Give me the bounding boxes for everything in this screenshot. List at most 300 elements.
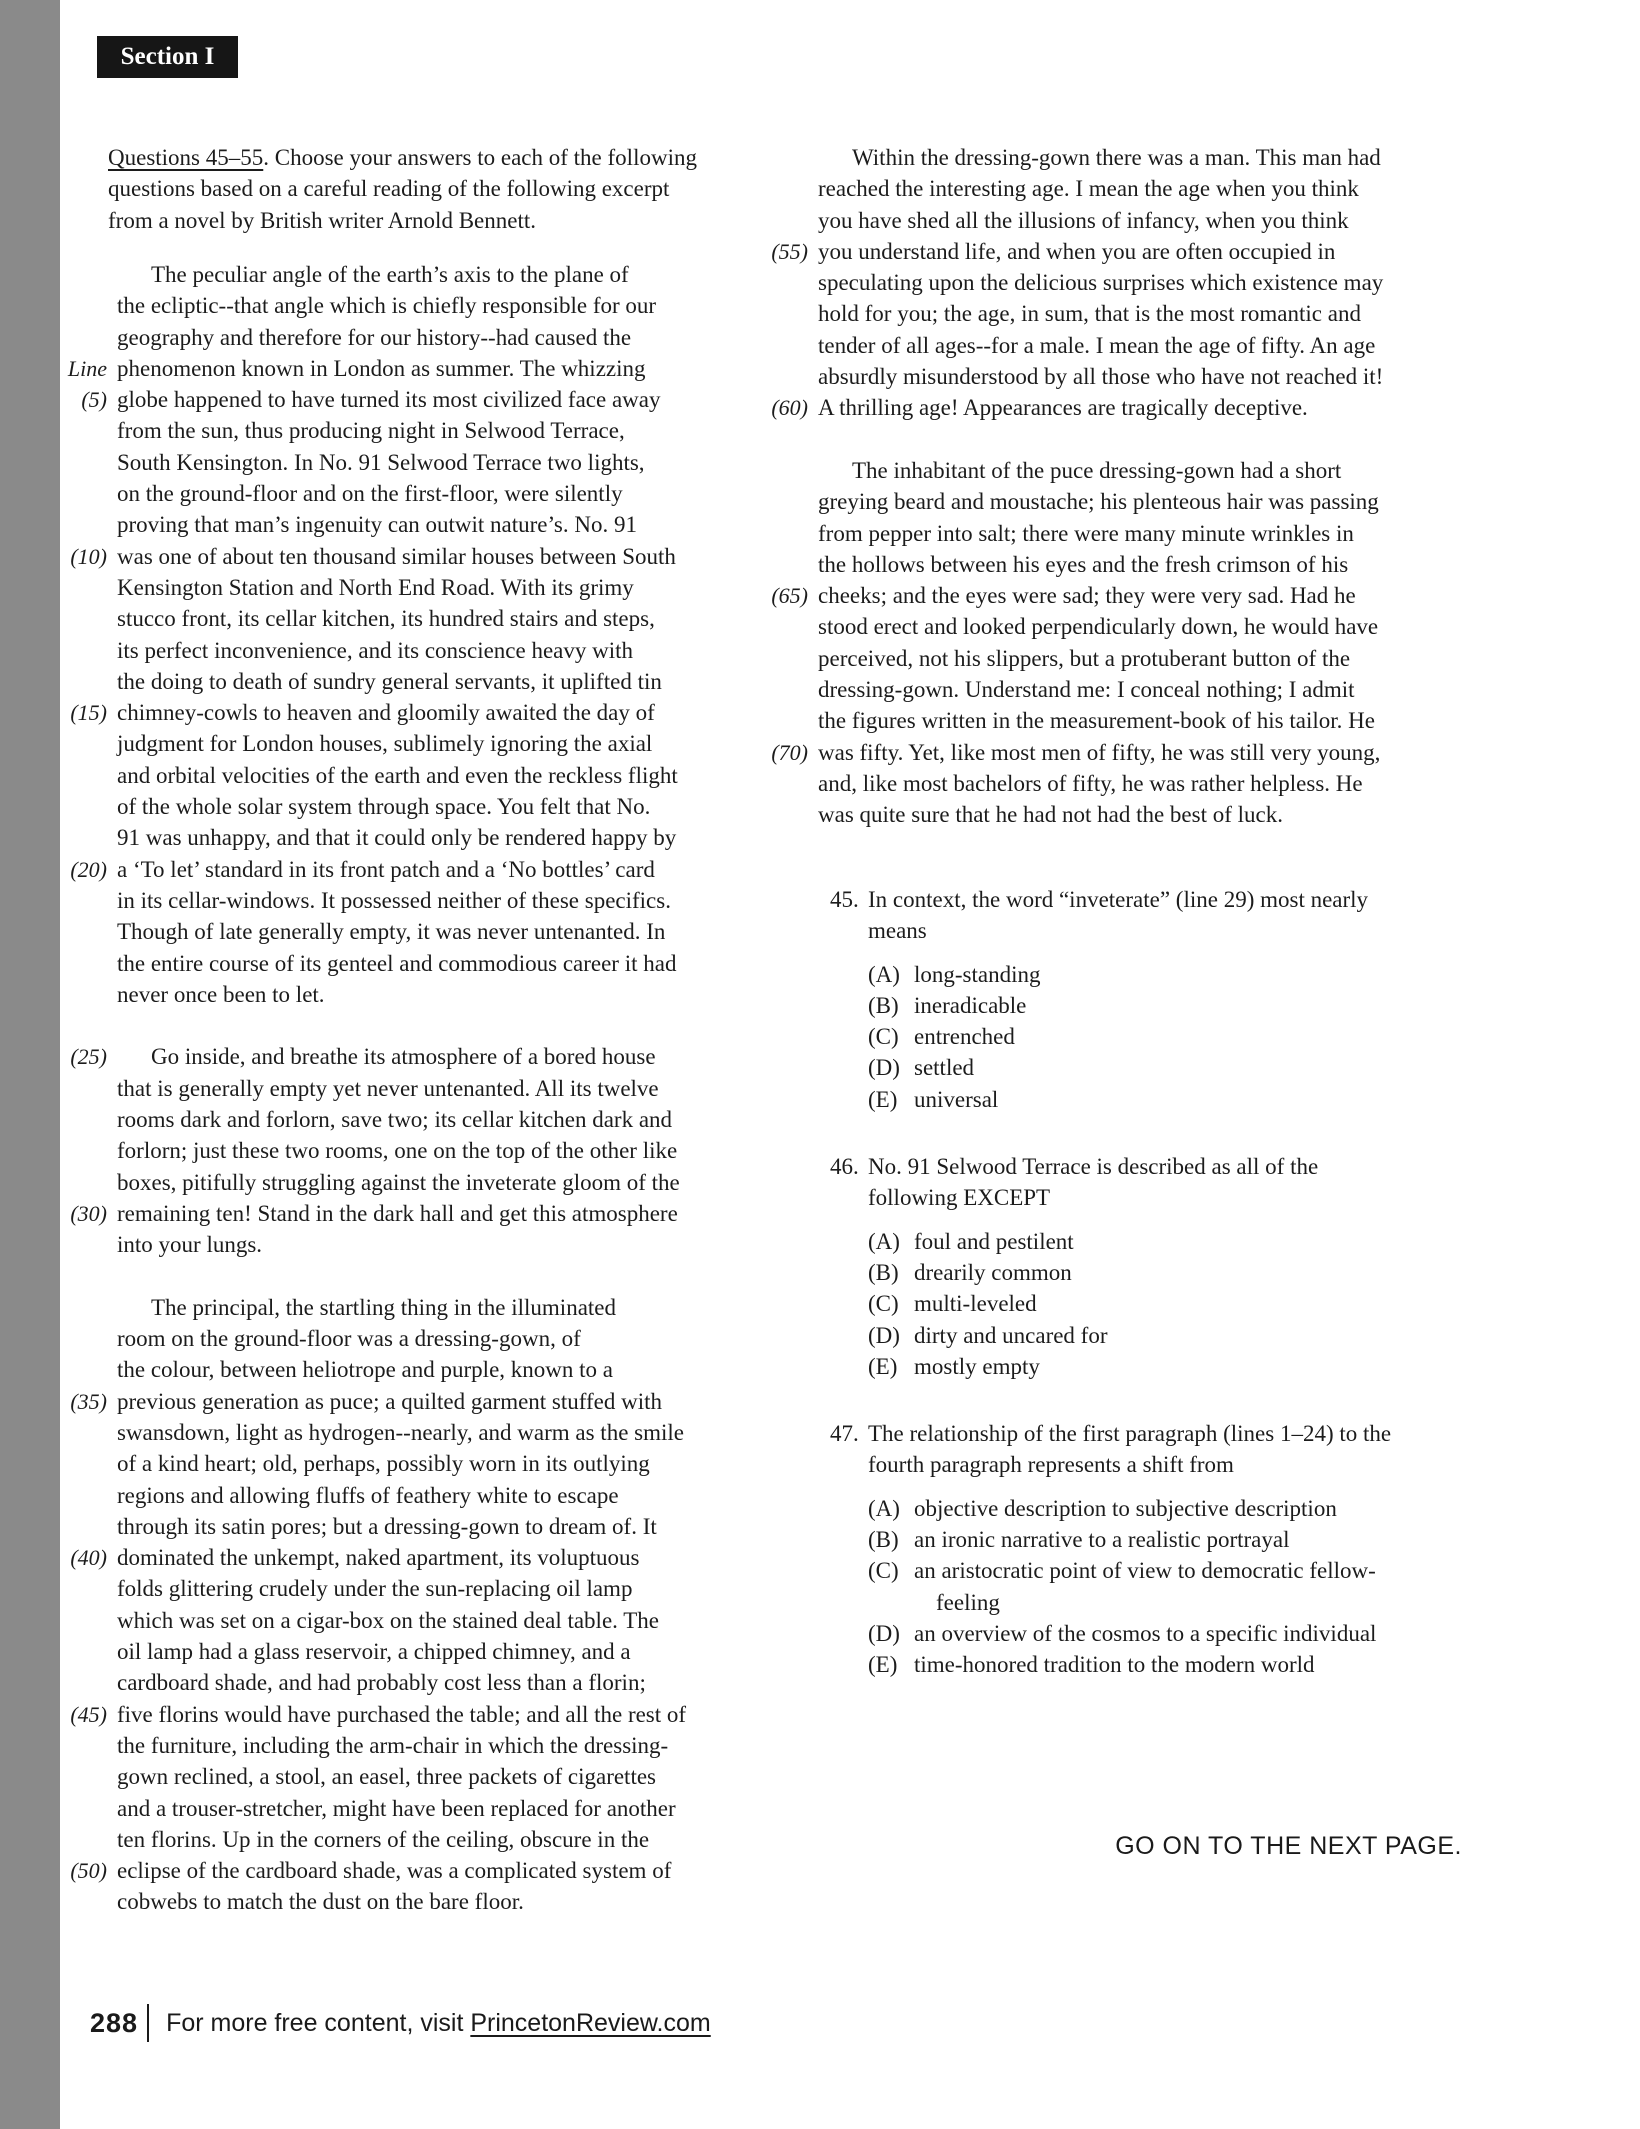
passage-text: you understand life, and when you are often occupied in (818, 238, 1336, 264)
line-number-label (45, 1730, 107, 1761)
line-number-label (746, 643, 808, 674)
passage-text: tender of all ages--for a male. I mean the age of fifty. An age (818, 332, 1376, 358)
passage-line (746, 580, 1383, 611)
passage-line (746, 737, 1383, 768)
option-text-line: entrenched (914, 1024, 1015, 1050)
passage-text: in its cellar-windows. It possessed neither of these specifics. (117, 887, 671, 913)
line-number-label: (70) (771, 739, 808, 765)
passage-text: absurdly misunderstood by all those who have not reached it! (818, 364, 1384, 390)
question (830, 884, 1490, 1115)
question-head (830, 1151, 1490, 1214)
passage-text: oil lamp had a glass reservoir, a chipped chimney, and a (117, 1639, 631, 1665)
passage-line (45, 447, 686, 478)
passage-text: Go inside, and breathe its atmosphere of a bored house (151, 1044, 656, 1070)
line-number-label (746, 611, 808, 642)
passage-paragraph (746, 455, 1383, 831)
passage-line (45, 666, 686, 697)
passage-text: and, like most bachelors of fifty, he was rather helpless. He (818, 770, 1363, 796)
option-letter: (D) (868, 1322, 900, 1348)
question-stem-line: following EXCEPT (868, 1185, 1051, 1211)
passage-text: and orbital velocities of the earth and even the reckless flight (117, 762, 678, 788)
line-number-label (45, 478, 107, 509)
line-number-label (45, 1824, 107, 1855)
passage-text: The peculiar angle of the earth’s axis to the plane of (151, 262, 629, 287)
option-letter: (C) (868, 1024, 899, 1050)
passage-line (45, 948, 686, 979)
answer-option (868, 1288, 1490, 1319)
answer-option (868, 1493, 1490, 1524)
passage-text: cheeks; and the eyes were sad; they were very sad. Had he (818, 583, 1356, 609)
passage-line (45, 1135, 686, 1166)
question-number: 46. (830, 1154, 859, 1180)
passage-text: folds glittering crudely under the sun-replacing oil lamp (117, 1576, 633, 1602)
passage-line (45, 1605, 686, 1636)
line-number-label (45, 1761, 107, 1792)
passage-text: stood erect and looked perpendicularly down, he would have (818, 614, 1379, 640)
question-stem-line: In context, the word “inveterate” (line 29) most nearly (868, 887, 1369, 912)
line-number-label: (65) (771, 583, 808, 609)
option-text (914, 1555, 1376, 1618)
line-number-label (45, 822, 107, 853)
line-number-label (45, 666, 107, 697)
answer-option (868, 1052, 1490, 1083)
option-letter: (E) (868, 1086, 898, 1112)
passage-line (45, 1104, 686, 1135)
passage-text: was fifty. Yet, like most men of fifty, he was still very young, (818, 739, 1381, 765)
passage-text: swansdown, light as hydrogen--nearly, and warm as the smile (117, 1419, 684, 1445)
option-text (914, 1351, 1040, 1382)
passage-line (45, 1386, 686, 1417)
passage-text: hold for you; the age, in sum, that is the most romantic and (818, 301, 1361, 327)
passage-text: remaining ten! Stand in the dark hall and get this atmosphere (117, 1200, 678, 1226)
passage-text: dominated the unkempt, naked apartment, its voluptuous (117, 1545, 640, 1571)
passage-text: chimney-cowls to heaven and gloomily awaited the day of (117, 700, 655, 726)
option-text (914, 1618, 1376, 1649)
passage-text: a ‘To let’ standard in its front patch and a ‘No bottles’ card (117, 856, 655, 882)
answer-option (868, 1084, 1490, 1115)
answer-options (868, 959, 1490, 1115)
instructions-line: Questions 45–55. Choose your answers to each of the following (108, 145, 697, 170)
line-number-label (746, 205, 808, 236)
reading-passage-right-column (746, 142, 1383, 831)
passage-line (746, 298, 1383, 329)
line-number-label (746, 768, 808, 799)
passage-line (45, 1417, 686, 1448)
line-number-label (45, 1886, 107, 1917)
passage-line (45, 1667, 686, 1698)
passage-text: Kensington Station and North End Road. With its grimy (117, 574, 634, 600)
line-number-label (45, 322, 107, 353)
line-number-label (45, 1511, 107, 1542)
line-number-label (45, 728, 107, 759)
line-number-label (45, 760, 107, 791)
passage-text: which was set on a cigar-box on the stained deal table. The (117, 1607, 659, 1633)
passage-line (45, 1511, 686, 1542)
line-number-label (746, 455, 808, 486)
line-number-label (45, 1292, 107, 1323)
option-text-line: an ironic narrative to a realistic portrayal (914, 1527, 1290, 1553)
passage-line (746, 768, 1383, 799)
option-text (914, 1257, 1072, 1288)
passage-line (45, 916, 686, 947)
line-number-label (45, 1605, 107, 1636)
option-text-line: dirty and uncared for (914, 1322, 1108, 1348)
passage-text: was one of about ten thousand similar houses between South (117, 543, 676, 569)
questions-list (830, 884, 1490, 1717)
passage-line (45, 854, 686, 885)
line-number-label: (40) (70, 1545, 107, 1571)
section-label-box (97, 36, 238, 78)
passage-line (746, 330, 1383, 361)
line-number-label (746, 173, 808, 204)
option-letter: (E) (868, 1652, 898, 1678)
option-text-line: an overview of the cosmos to a specific individual (914, 1620, 1377, 1646)
passage-text: that is generally empty yet never untenanted. All its twelve (117, 1075, 659, 1101)
passage-line (45, 1323, 686, 1354)
option-text-line: objective description to subjective description (914, 1495, 1337, 1521)
line-number-label (45, 885, 107, 916)
question-number: 45. (830, 887, 859, 912)
passage-line (45, 541, 686, 572)
option-text-line: mostly empty (914, 1353, 1040, 1379)
passage-text: the colour, between heliotrope and purple, known to a (117, 1357, 613, 1383)
answer-option (868, 990, 1490, 1021)
line-number-label: (35) (70, 1388, 107, 1414)
footer-link: PrincetonReview.com (470, 2008, 711, 2037)
option-text (914, 990, 1026, 1021)
passage-line (45, 760, 686, 791)
question-head (830, 884, 1490, 947)
passage-text: the hollows between his eyes and the fresh crimson of his (818, 551, 1349, 577)
line-number-label (45, 1480, 107, 1511)
answer-options (868, 1226, 1490, 1382)
question-range-label: Questions 45–55 (108, 145, 264, 170)
option-text (914, 1084, 998, 1115)
passage-text: and a trouser-stretcher, might have been replaced for another (117, 1795, 676, 1821)
question-stem (868, 1151, 1318, 1214)
passage-line (746, 173, 1383, 204)
line-number-label (45, 916, 107, 947)
passage-text: Though of late generally empty, it was never untenanted. In (117, 919, 666, 945)
line-number-label: (25) (70, 1044, 107, 1070)
passage-line (45, 791, 686, 822)
line-number-label (45, 635, 107, 666)
question (830, 1151, 1490, 1382)
passage-line (45, 290, 686, 321)
passage-paragraph (45, 1292, 686, 1918)
option-letter: (A) (868, 1495, 900, 1521)
passage-line (45, 979, 686, 1010)
line-number-label (746, 486, 808, 517)
passage-text: The principal, the startling thing in the illuminated (151, 1294, 617, 1320)
passage-line (45, 1480, 686, 1511)
instructions (108, 142, 697, 236)
passage-text: regions and allowing fluffs of feathery white to escape (117, 1482, 619, 1508)
line-number-label (45, 415, 107, 446)
passage-line (45, 1229, 686, 1260)
passage-text: 91 was unhappy, and that it could only be rendered happy by (117, 825, 677, 851)
passage-line (45, 1542, 686, 1573)
passage-line (45, 1824, 686, 1855)
option-text-line: drearily common (914, 1259, 1072, 1285)
passage-text: five florins would have purchased the table; and all the rest of (117, 1701, 687, 1727)
line-number-label (746, 799, 808, 830)
passage-line (45, 1354, 686, 1385)
option-text-line: settled (914, 1055, 975, 1081)
line-number-label (746, 298, 808, 329)
option-text-line: multi-leveled (914, 1291, 1037, 1317)
passage-line (45, 1855, 686, 1886)
passage-text: geography and therefore for our history--had caused the (117, 324, 632, 350)
answer-option (868, 1555, 1490, 1618)
passage-text: room on the ground-floor was a dressing-gown, of (117, 1326, 581, 1352)
passage-line (45, 1041, 686, 1072)
option-text (914, 1320, 1108, 1351)
passage-text: A thrilling age! Appearances are tragically deceptive. (818, 395, 1308, 421)
question-stem-line: fourth paragraph represents a shift from (868, 1452, 1234, 1478)
passage-text: ten florins. Up in the corners of the ceiling, obscure in the (117, 1826, 650, 1852)
passage-line (45, 1886, 686, 1917)
passage-line (746, 549, 1383, 580)
passage-line (45, 1292, 686, 1323)
passage-text: the doing to death of sundry general servants, it uplifted tin (117, 668, 662, 694)
passage-text: dressing-gown. Understand me: I conceal nothing; I admit (818, 677, 1355, 703)
passage-text: of the whole solar system through space. You felt that No. (117, 794, 651, 820)
passage-line (45, 635, 686, 666)
option-text-line: an aristocratic point of view to democratic fellow- (914, 1558, 1376, 1584)
passage-line (45, 1448, 686, 1479)
passage-line (45, 697, 686, 728)
passage-text: reached the interesting age. I mean the age when you think (818, 176, 1359, 202)
line-number-label: (20) (70, 856, 107, 882)
question-head (830, 1418, 1490, 1481)
line-number-label (746, 518, 808, 549)
passage-text: from the sun, thus producing night in Selwood Terrace, (117, 418, 625, 444)
passage-line (746, 205, 1383, 236)
option-letter: (C) (868, 1291, 899, 1317)
option-text (914, 1052, 974, 1083)
passage-line (45, 415, 686, 446)
line-number-label (45, 1167, 107, 1198)
passage-line (746, 674, 1383, 705)
passage-text: its perfect inconvenience, and its conscience heavy with (117, 637, 634, 663)
question-stem-line: means (868, 918, 927, 944)
line-number-label: (45) (70, 1701, 107, 1727)
line-number-label: (15) (70, 700, 107, 726)
passage-line (45, 728, 686, 759)
line-number-label (45, 1417, 107, 1448)
answer-option (868, 1021, 1490, 1052)
answer-option (868, 1257, 1490, 1288)
passage-text: you have shed all the illusions of infancy, when you think (818, 207, 1349, 233)
answer-option (868, 1524, 1490, 1555)
option-letter: (B) (868, 992, 899, 1018)
passage-text: phenomenon known in London as summer. The whizzing (117, 355, 646, 381)
line-number-label (45, 948, 107, 979)
passage-text: gown reclined, a stool, an easel, three packets of cigarettes (117, 1764, 656, 1790)
passage-line (746, 611, 1383, 642)
line-number-label (45, 1667, 107, 1698)
question-stem-line: No. 91 Selwood Terrace is described as all of the (868, 1154, 1319, 1180)
passage-line (45, 1573, 686, 1604)
passage-paragraph (45, 1041, 686, 1260)
passage-line (45, 1761, 686, 1792)
answer-option (868, 1351, 1490, 1382)
passage-line (746, 361, 1383, 392)
passage-text: The inhabitant of the puce dressing-gown had a short (852, 457, 1342, 483)
passage-text: on the ground-floor and on the first-floor, were silently (117, 481, 623, 507)
passage-text: judgment for London houses, sublimely ignoring the axial (117, 731, 653, 757)
option-letter: (C) (868, 1558, 899, 1584)
line-number-label (746, 549, 808, 580)
line-number-label (45, 572, 107, 603)
passage-line (45, 1198, 686, 1229)
footer-text (166, 2009, 711, 2038)
line-number-label (45, 1636, 107, 1667)
option-letter: (B) (868, 1527, 899, 1553)
line-number-label: Line (67, 355, 107, 381)
passage-line (45, 603, 686, 634)
line-number-label (45, 1229, 107, 1260)
option-text (914, 1021, 1015, 1052)
question-stem (868, 884, 1368, 947)
option-letter: (D) (868, 1620, 900, 1646)
answer-option (868, 1618, 1490, 1649)
passage-text: never once been to let. (117, 981, 325, 1007)
line-number-label (746, 674, 808, 705)
line-number-label (45, 979, 107, 1010)
footer-message: For more free content, visit (166, 2008, 471, 2037)
passage-line (45, 1793, 686, 1824)
question-stem-line: The relationship of the first paragraph (lines 1–24) to the (868, 1421, 1392, 1447)
passage-text: South Kensington. In No. 91 Selwood Terrace two lights, (117, 449, 645, 475)
passage-text: forlorn; just these two rooms, one on the top of the other like (117, 1138, 678, 1164)
option-letter: (D) (868, 1055, 900, 1081)
line-number-label (45, 1573, 107, 1604)
line-number-label (746, 330, 808, 361)
passage-line (45, 1699, 686, 1730)
passage-line (45, 1073, 686, 1104)
passage-text: from pepper into salt; there were many minute wrinkles in (818, 520, 1354, 546)
line-number-label (45, 447, 107, 478)
reading-passage-left-column (45, 259, 686, 1918)
line-number-label (45, 1793, 107, 1824)
option-text (914, 1288, 1037, 1319)
passage-text: cardboard shade, and had probably cost less than a florin; (117, 1670, 646, 1696)
passage-line (45, 322, 686, 353)
line-number-label (746, 361, 808, 392)
passage-line (45, 1636, 686, 1667)
question-stem (868, 1418, 1391, 1481)
line-number-label (45, 1323, 107, 1354)
answer-options (868, 1493, 1490, 1681)
passage-line (746, 392, 1383, 423)
passage-line (45, 1167, 686, 1198)
line-number-label: (50) (70, 1858, 107, 1884)
passage-text: speculating upon the delicious surprises which existence may (818, 270, 1384, 296)
answer-option (868, 959, 1490, 990)
passage-line (746, 455, 1383, 486)
line-number-label (45, 1135, 107, 1166)
passage-text: globe happened to have turned its most civilized face away (117, 387, 661, 413)
passage-line (45, 822, 686, 853)
line-number-label (45, 1448, 107, 1479)
option-text (914, 1226, 1074, 1257)
line-number-label: (30) (70, 1200, 107, 1226)
passage-line (746, 799, 1383, 830)
passage-text: greying beard and moustache; his plenteous hair was passing (818, 489, 1379, 515)
option-letter: (B) (868, 1259, 899, 1285)
option-text (914, 959, 1041, 990)
answer-option (868, 1649, 1490, 1680)
line-number-label (45, 509, 107, 540)
option-text-line: universal (914, 1086, 999, 1112)
passage-text: previous generation as puce; a quilted garment stuffed with (117, 1388, 663, 1414)
passage-text: through its satin pores; but a dressing-gown to dream of. It (117, 1513, 657, 1539)
instructions-line: from a novel by British writer Arnold Bennett. (108, 207, 536, 233)
option-text (914, 1524, 1290, 1555)
line-number-label (746, 142, 808, 173)
option-text-line: feeling (936, 1589, 1000, 1615)
line-number-label (45, 791, 107, 822)
passage-line (746, 705, 1383, 736)
passage-text: rooms dark and forlorn, save two; its cellar kitchen dark and (117, 1107, 673, 1133)
line-number-label (45, 290, 107, 321)
line-number-label (45, 1354, 107, 1385)
passage-text: the ecliptic--that angle which is chiefly responsible for our (117, 293, 657, 319)
line-number-label (45, 603, 107, 634)
line-number-label (746, 705, 808, 736)
answer-option (868, 1320, 1490, 1351)
option-text-line: time-honored tradition to the modern world (914, 1652, 1315, 1678)
line-number-label (45, 1073, 107, 1104)
footer-divider (147, 2004, 149, 2042)
line-number-label (746, 267, 808, 298)
line-number-label: (60) (771, 395, 808, 421)
passage-line (45, 478, 686, 509)
line-number-label (45, 1104, 107, 1135)
passage-line (746, 142, 1383, 173)
passage-line (45, 259, 686, 290)
passage-text: cobwebs to match the dust on the bare floor. (117, 1889, 524, 1915)
passage-line (746, 518, 1383, 549)
section-label: Section I (120, 43, 215, 70)
passage-line (45, 572, 686, 603)
passage-paragraph (746, 142, 1383, 424)
page-footer (90, 2004, 711, 2042)
passage-line (45, 1730, 686, 1761)
passage-text: boxes, pitifully struggling against the inveterate gloom of the (117, 1169, 680, 1195)
line-number-label (45, 259, 107, 290)
passage-line (746, 267, 1383, 298)
option-text (914, 1493, 1337, 1524)
passage-line (746, 236, 1383, 267)
option-letter: (E) (868, 1353, 898, 1379)
passage-text: the entire course of its genteel and commodious career it had (117, 950, 677, 976)
option-text-line: foul and pestilent (914, 1228, 1074, 1254)
page-number: 288 (90, 2007, 139, 2038)
option-text (914, 1649, 1315, 1680)
passage-text: of a kind heart; old, perhaps, possibly worn in its outlying (117, 1451, 650, 1477)
passage-text: Within the dressing-gown there was a man. This man had (852, 145, 1381, 170)
passage-text: stucco front, its cellar kitchen, its hundred stairs and steps, (117, 606, 655, 632)
passage-text: the figures written in the measurement-book of his tailor. He (818, 708, 1375, 734)
passage-line (45, 509, 686, 540)
question (830, 1418, 1490, 1680)
option-text-line: long-standing (914, 961, 1041, 987)
passage-text: eclipse of the cardboard shade, was a complicated system of (117, 1858, 672, 1884)
passage-line (746, 486, 1383, 517)
